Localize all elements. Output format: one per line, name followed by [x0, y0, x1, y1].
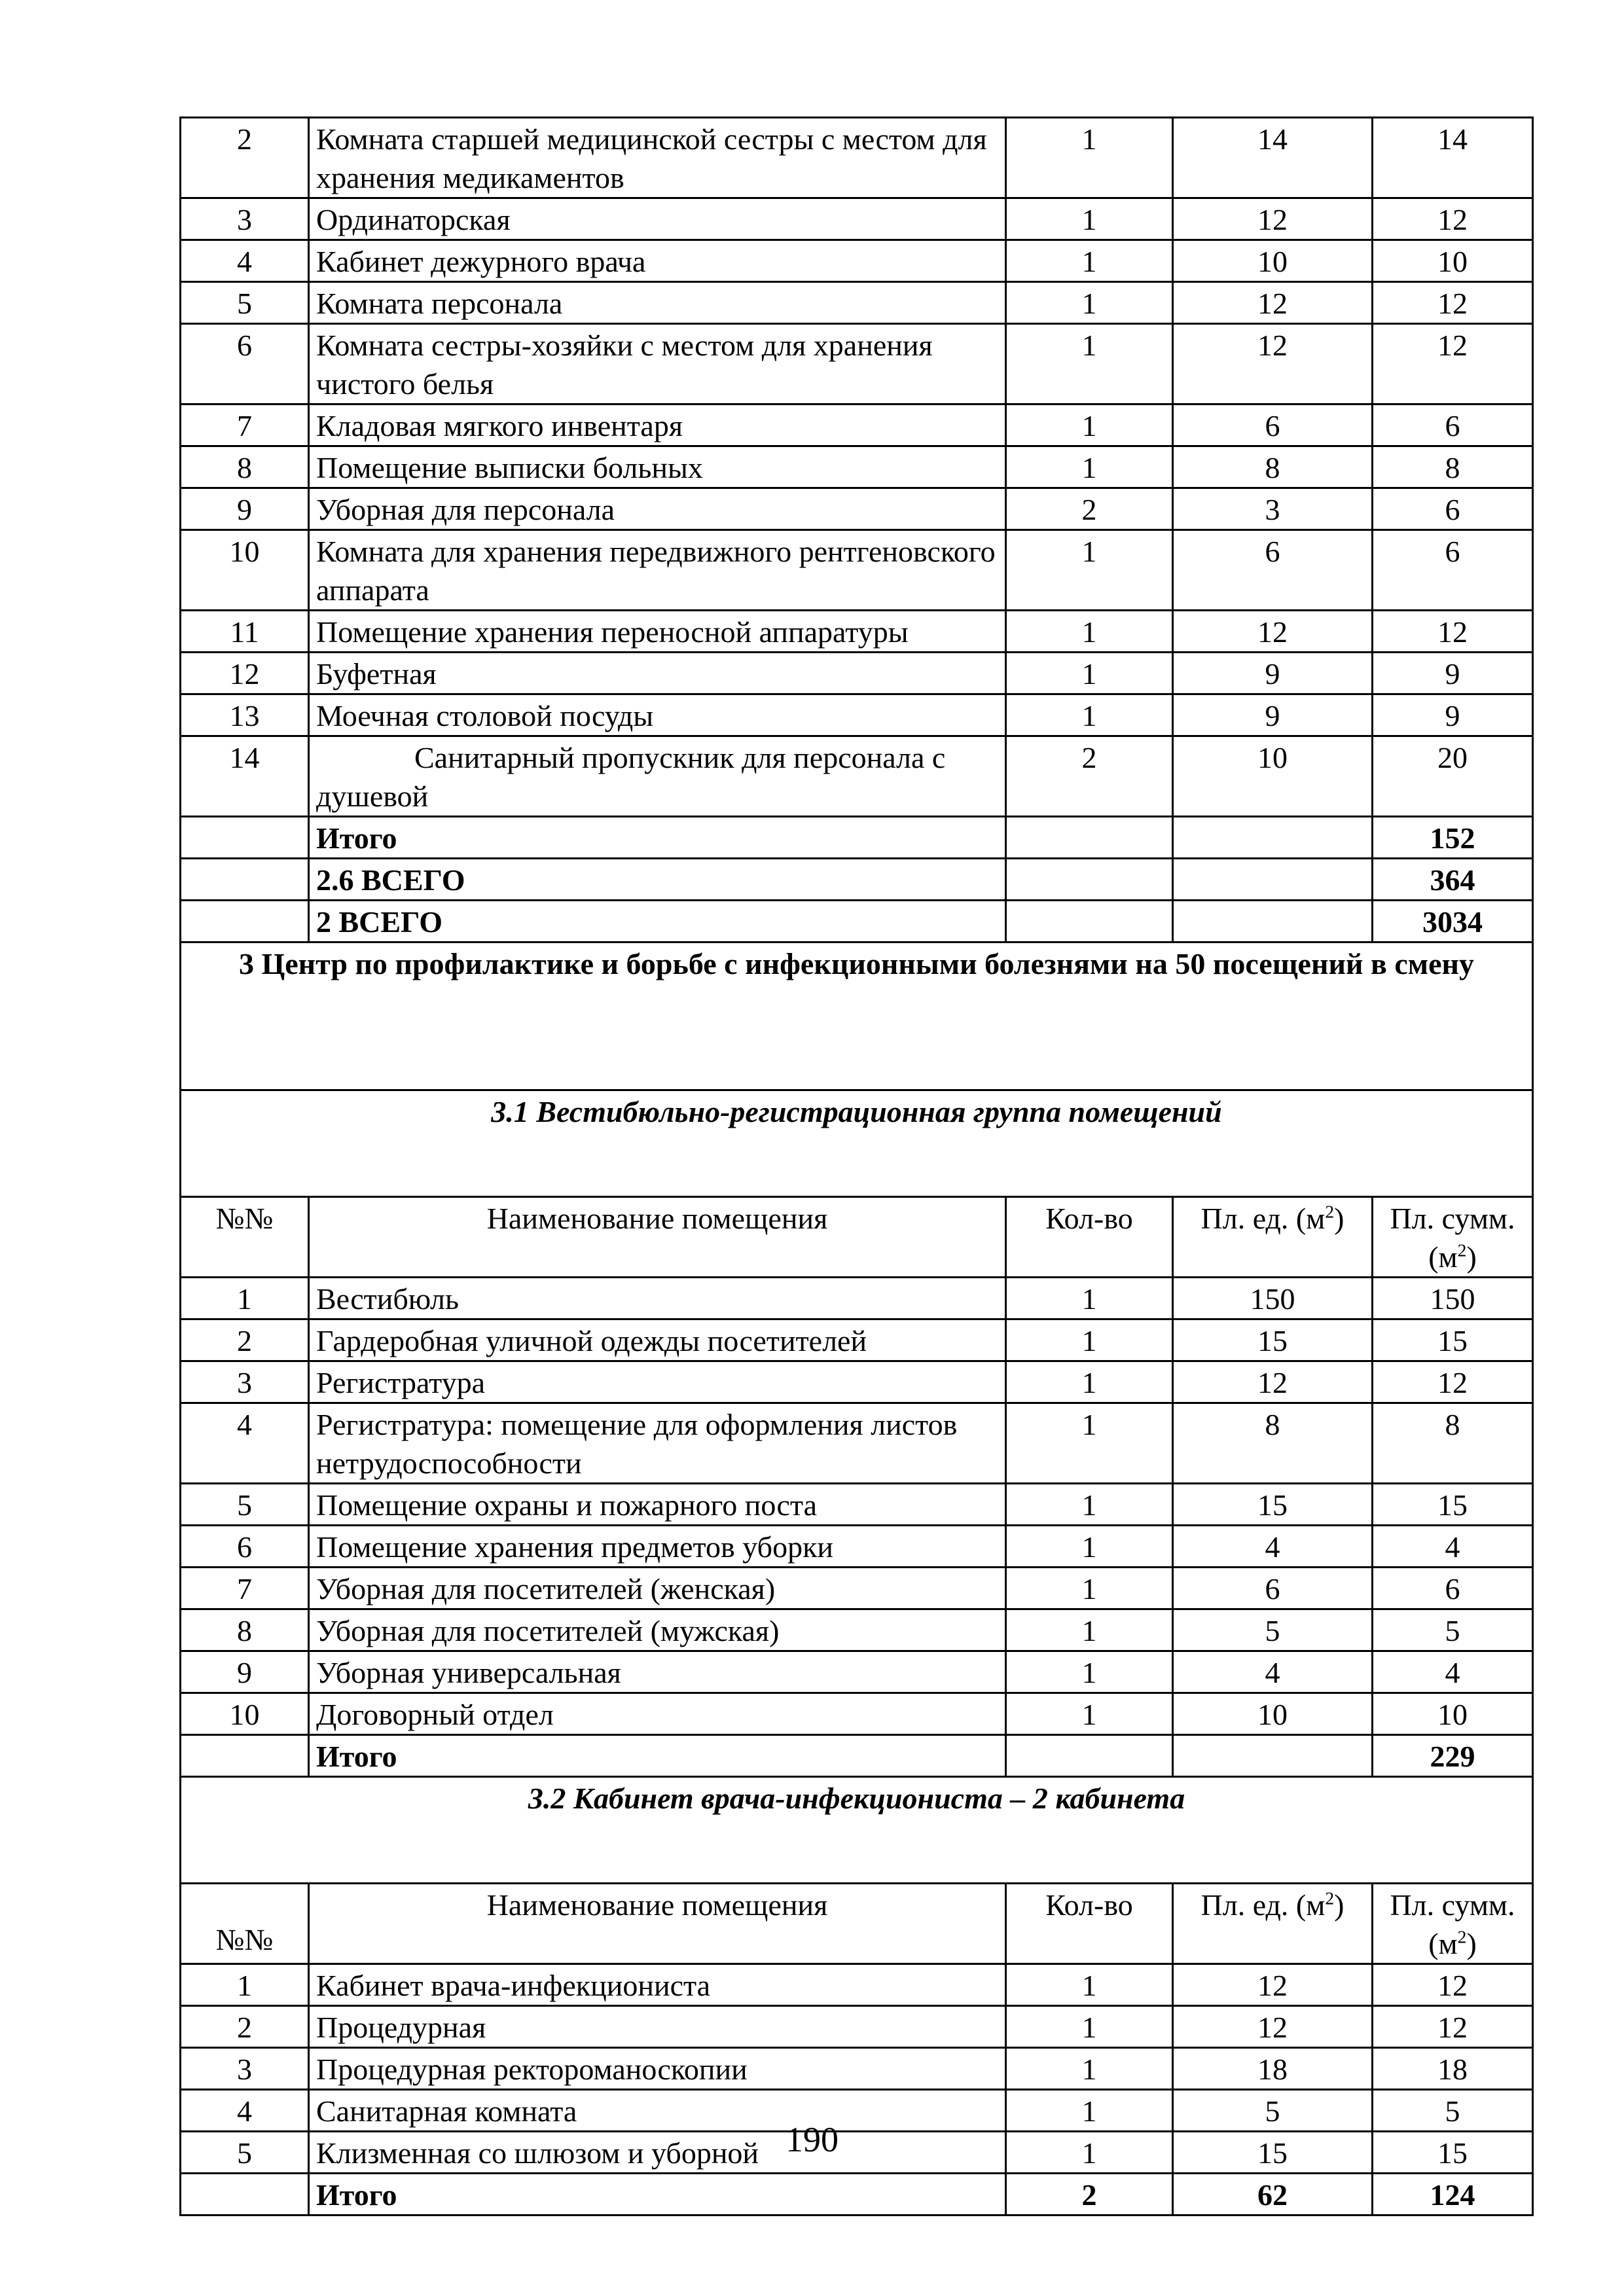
section-3-1-title: 3.1 Вестибюльно-регистрационная группа помещений — [181, 1090, 1533, 1197]
row-number: 8 — [181, 1609, 309, 1651]
table-row — [181, 118, 1533, 198]
room-quantity: 1 — [1006, 446, 1173, 488]
room-quantity: 1 — [1006, 653, 1173, 694]
room-quantity: 2 — [1006, 736, 1173, 817]
room-total-area: 9 — [1373, 653, 1533, 694]
room-quantity: 1 — [1006, 1403, 1173, 1484]
table-row — [181, 611, 1533, 653]
row-number: 14 — [181, 736, 309, 817]
table-row — [181, 653, 1533, 694]
table-row — [181, 1964, 1533, 2006]
table-row — [181, 1361, 1533, 1403]
room-name: Регистратура — [309, 1361, 1006, 1403]
total-qty: 2 — [1006, 2174, 1173, 2215]
total-row — [181, 817, 1533, 859]
room-total-area: 12 — [1373, 324, 1533, 404]
room-total-area: 14 — [1373, 118, 1533, 198]
row-number: 4 — [181, 240, 309, 282]
room-total-area: 4 — [1373, 1651, 1533, 1693]
total-qty — [1006, 1735, 1173, 1777]
room-unit-area: 12 — [1173, 282, 1373, 324]
header-total-area: Пл. сумм. $(м^2)$ — [1373, 1197, 1533, 1278]
room-name: Уборная для посетителей (мужская) — [309, 1609, 1006, 1651]
header-qty: Кол-во — [1006, 1197, 1173, 1278]
room-name: Кабинет врача-инфекциониста — [309, 1964, 1006, 2006]
room-quantity: 1 — [1006, 1278, 1173, 1319]
room-total-area: 18 — [1373, 2048, 1533, 2090]
room-quantity: 1 — [1006, 324, 1173, 404]
room-unit-area: 9 — [1173, 653, 1373, 694]
table-row — [181, 198, 1533, 240]
table-row — [181, 1319, 1533, 1361]
room-unit-area: 12 — [1173, 324, 1373, 404]
row-number: 10 — [181, 530, 309, 611]
total-value: 124 — [1373, 2174, 1533, 2215]
header-unit-area: Пл. ед. $(м^2)$ — [1173, 1197, 1373, 1278]
total-value: 152 — [1373, 817, 1533, 859]
room-name: Клизменная со шлюзом и уборной — [309, 2132, 1006, 2174]
room-total-area: 8 — [1373, 446, 1533, 488]
row-number: 10 — [181, 1693, 309, 1735]
room-name: Договорный отдел — [309, 1693, 1006, 1735]
header-name: Наименование помещения — [309, 1197, 1006, 1278]
room-quantity: 1 — [1006, 611, 1173, 653]
room-name: Процедурная — [309, 2006, 1006, 2048]
room-unit-area: 5 — [1173, 2090, 1373, 2132]
room-quantity: 2 — [1006, 488, 1173, 530]
room-unit-area: 8 — [1173, 1403, 1373, 1484]
room-name: Помещение хранения предметов уборки — [309, 1526, 1006, 1568]
table-row — [181, 1484, 1533, 1526]
room-unit-area: 10 — [1173, 240, 1373, 282]
room-quantity: 1 — [1006, 2048, 1173, 2090]
room-name: Процедурная ректороманоскопии — [309, 2048, 1006, 2090]
row-number: 3 — [181, 198, 309, 240]
room-unit-area: 3 — [1173, 488, 1373, 530]
room-unit-area: 15 — [1173, 2132, 1373, 2174]
room-total-area: 5 — [1373, 2090, 1533, 2132]
row-number: 5 — [181, 2132, 309, 2174]
row-number: 12 — [181, 653, 309, 694]
total-unit: 62 — [1173, 2174, 1373, 2215]
page-number: 190 — [785, 2120, 839, 2159]
total-row — [181, 859, 1533, 901]
room-name: Помещение охраны и пожарного поста — [309, 1484, 1006, 1526]
room-total-area: 15 — [1373, 1484, 1533, 1526]
total-row — [181, 901, 1533, 942]
total-label: 2 ВСЕГО — [309, 901, 1006, 942]
row-number: 2 — [181, 1319, 309, 1361]
room-unit-area: 15 — [1173, 1319, 1373, 1361]
room-total-area: 6 — [1373, 404, 1533, 446]
room-total-area: 4 — [1373, 1526, 1533, 1568]
table-row — [181, 1568, 1533, 1609]
row-number: 1 — [181, 1964, 309, 2006]
total-label: 2.6 ВСЕГО — [309, 859, 1006, 901]
room-quantity: 1 — [1006, 1568, 1173, 1609]
room-name: Комната старшей медицинской сестры с местом для хранения медикаментов — [309, 118, 1006, 198]
room-total-area: 10 — [1373, 240, 1533, 282]
table-row — [181, 446, 1533, 488]
table-row — [181, 1526, 1533, 1568]
table-row — [181, 1609, 1533, 1651]
row-number: 9 — [181, 488, 309, 530]
section-3-title: 3 Центр по профилактике и борьбе с инфекционными болезнями на 50 посещений в смену — [181, 942, 1533, 1090]
room-unit-area: 6 — [1173, 530, 1373, 611]
room-total-area: 12 — [1373, 1361, 1533, 1403]
room-unit-area: 9 — [1173, 694, 1373, 736]
room-total-area: 12 — [1373, 1964, 1533, 2006]
room-total-area: 15 — [1373, 2132, 1533, 2174]
row-number: 7 — [181, 1568, 309, 1609]
room-total-area: 150 — [1373, 1278, 1533, 1319]
row-number: 2 — [181, 118, 309, 198]
room-name: Кладовая мягкого инвентаря — [309, 404, 1006, 446]
room-quantity: 1 — [1006, 1964, 1173, 2006]
room-unit-area: 10 — [1173, 736, 1373, 817]
room-quantity: 1 — [1006, 1361, 1173, 1403]
header-num: №№ — [181, 1197, 309, 1278]
room-unit-area: 12 — [1173, 1964, 1373, 2006]
row-number: 8 — [181, 446, 309, 488]
room-quantity: 1 — [1006, 1484, 1173, 1526]
room-quantity: 1 — [1006, 198, 1173, 240]
room-name: Комната для хранения передвижного рентгеновского аппарата — [309, 530, 1006, 611]
table-header — [181, 1197, 1533, 1278]
row-number: 2 — [181, 2006, 309, 2048]
room-name: Уборная универсальная — [309, 1651, 1006, 1693]
subsection-title-row — [181, 1777, 1533, 1884]
row-number: 9 — [181, 1651, 309, 1693]
room-quantity: 1 — [1006, 1651, 1173, 1693]
total-row — [181, 1735, 1533, 1777]
room-total-area: 5 — [1373, 1609, 1533, 1651]
total-label: Итого — [309, 817, 1006, 859]
room-quantity: 1 — [1006, 118, 1173, 198]
total-unit — [1173, 1735, 1373, 1777]
table-row — [181, 404, 1533, 446]
room-quantity: 1 — [1006, 404, 1173, 446]
room-name: Уборная для персонала — [309, 488, 1006, 530]
table-row — [181, 488, 1533, 530]
header-name: Наименование помещения — [309, 1884, 1006, 1964]
room-total-area: 6 — [1373, 488, 1533, 530]
row-number: 3 — [181, 2048, 309, 2090]
room-total-area: 12 — [1373, 282, 1533, 324]
room-name: Регистратура: помещение для оформления листов нетрудоспособности — [309, 1403, 1006, 1484]
table-row — [181, 1693, 1533, 1735]
room-name: Кабинет дежурного врача — [309, 240, 1006, 282]
room-unit-area: 4 — [1173, 1651, 1373, 1693]
row-number: 5 — [181, 1484, 309, 1526]
table-row — [181, 530, 1533, 611]
room-unit-area: 12 — [1173, 611, 1373, 653]
room-name: Ординаторская — [309, 198, 1006, 240]
table-row — [181, 2048, 1533, 2090]
room-quantity: 1 — [1006, 2090, 1173, 2132]
room-total-area: 6 — [1373, 1568, 1533, 1609]
room-name: Вестибюль — [309, 1278, 1006, 1319]
rooms-table — [179, 117, 1534, 2216]
header-num: №№ — [181, 1884, 309, 1964]
subsection-title-row — [181, 1090, 1533, 1197]
row-number: 7 — [181, 404, 309, 446]
room-name: Моечная столовой посуды — [309, 694, 1006, 736]
table-row — [181, 282, 1533, 324]
row-number: 6 — [181, 1526, 309, 1568]
room-total-area: 20 — [1373, 736, 1533, 817]
room-total-area: 12 — [1373, 611, 1533, 653]
room-quantity: 1 — [1006, 1526, 1173, 1568]
room-name: Буфетная — [309, 653, 1006, 694]
row-number: 4 — [181, 1403, 309, 1484]
room-name: Санитарная комната — [309, 2090, 1006, 2132]
row-number: 13 — [181, 694, 309, 736]
room-unit-area: 12 — [1173, 2006, 1373, 2048]
room-unit-area: 6 — [1173, 1568, 1373, 1609]
table-row — [181, 1278, 1533, 1319]
room-quantity: 1 — [1006, 2132, 1173, 2174]
table-row — [181, 694, 1533, 736]
room-unit-area: 6 — [1173, 404, 1373, 446]
room-unit-area: 14 — [1173, 118, 1373, 198]
table-row — [181, 2006, 1533, 2048]
room-quantity: 1 — [1006, 2006, 1173, 2048]
room-quantity: 1 — [1006, 1693, 1173, 1735]
room-quantity: 1 — [1006, 1609, 1173, 1651]
total-value: 229 — [1373, 1735, 1533, 1777]
room-name-text: Санитарный пропускник для персонала с душевой — [316, 741, 946, 813]
total-label: Итого — [309, 1735, 1006, 1777]
room-quantity: 1 — [1006, 240, 1173, 282]
room-unit-area: 4 — [1173, 1526, 1373, 1568]
table-row — [181, 1651, 1533, 1693]
total-value: 364 — [1373, 859, 1533, 901]
header-qty: Кол-во — [1006, 1884, 1173, 1964]
room-name: Помещение хранения переносной аппаратуры — [309, 611, 1006, 653]
row-number: 11 — [181, 611, 309, 653]
room-name: Помещение выписки больных — [309, 446, 1006, 488]
table-row — [181, 1403, 1533, 1484]
row-number: 5 — [181, 282, 309, 324]
row-number: 6 — [181, 324, 309, 404]
room-name — [309, 736, 1006, 817]
section-title-row — [181, 942, 1533, 1090]
room-total-area: 15 — [1373, 1319, 1533, 1361]
room-unit-area: 10 — [1173, 1693, 1373, 1735]
room-total-area: 12 — [1373, 198, 1533, 240]
room-quantity: 1 — [1006, 694, 1173, 736]
room-unit-area: 18 — [1173, 2048, 1373, 2090]
room-unit-area: 8 — [1173, 446, 1373, 488]
table-header — [181, 1884, 1533, 1964]
table-row — [181, 324, 1533, 404]
room-name: Комната сестры-хозяйки с местом для хранения чистого белья — [309, 324, 1006, 404]
total-row — [181, 2174, 1533, 2215]
room-quantity: 1 — [1006, 282, 1173, 324]
room-name: Уборная для посетителей (женская) — [309, 1568, 1006, 1609]
section-3-2-title: 3.2 Кабинет врача-инфекциониста – 2 кабинета — [181, 1777, 1533, 1884]
room-total-area: 8 — [1373, 1403, 1533, 1484]
room-unit-area: 12 — [1173, 198, 1373, 240]
room-unit-area: 150 — [1173, 1278, 1373, 1319]
table-row — [181, 736, 1533, 817]
room-name: Гардеробная уличной одежды посетителей — [309, 1319, 1006, 1361]
row-number: 4 — [181, 2090, 309, 2132]
table-row — [181, 240, 1533, 282]
room-total-area: 6 — [1373, 530, 1533, 611]
total-label: Итого — [309, 2174, 1006, 2215]
room-total-area: 10 — [1373, 1693, 1533, 1735]
room-quantity: 1 — [1006, 1319, 1173, 1361]
room-quantity: 1 — [1006, 530, 1173, 611]
room-unit-area: 12 — [1173, 1361, 1373, 1403]
room-total-area: 12 — [1373, 2006, 1533, 2048]
total-value: 3034 — [1373, 901, 1533, 942]
header-total-area: Пл. сумм. $(м^2)$ — [1373, 1884, 1533, 1964]
row-number: 1 — [181, 1278, 309, 1319]
row-number: 3 — [181, 1361, 309, 1403]
header-unit-area: Пл. ед. $(м^2)$ — [1173, 1884, 1373, 1964]
room-unit-area: 5 — [1173, 1609, 1373, 1651]
room-unit-area: 15 — [1173, 1484, 1373, 1526]
room-name: Комната персонала — [309, 282, 1006, 324]
room-total-area: 9 — [1373, 694, 1533, 736]
